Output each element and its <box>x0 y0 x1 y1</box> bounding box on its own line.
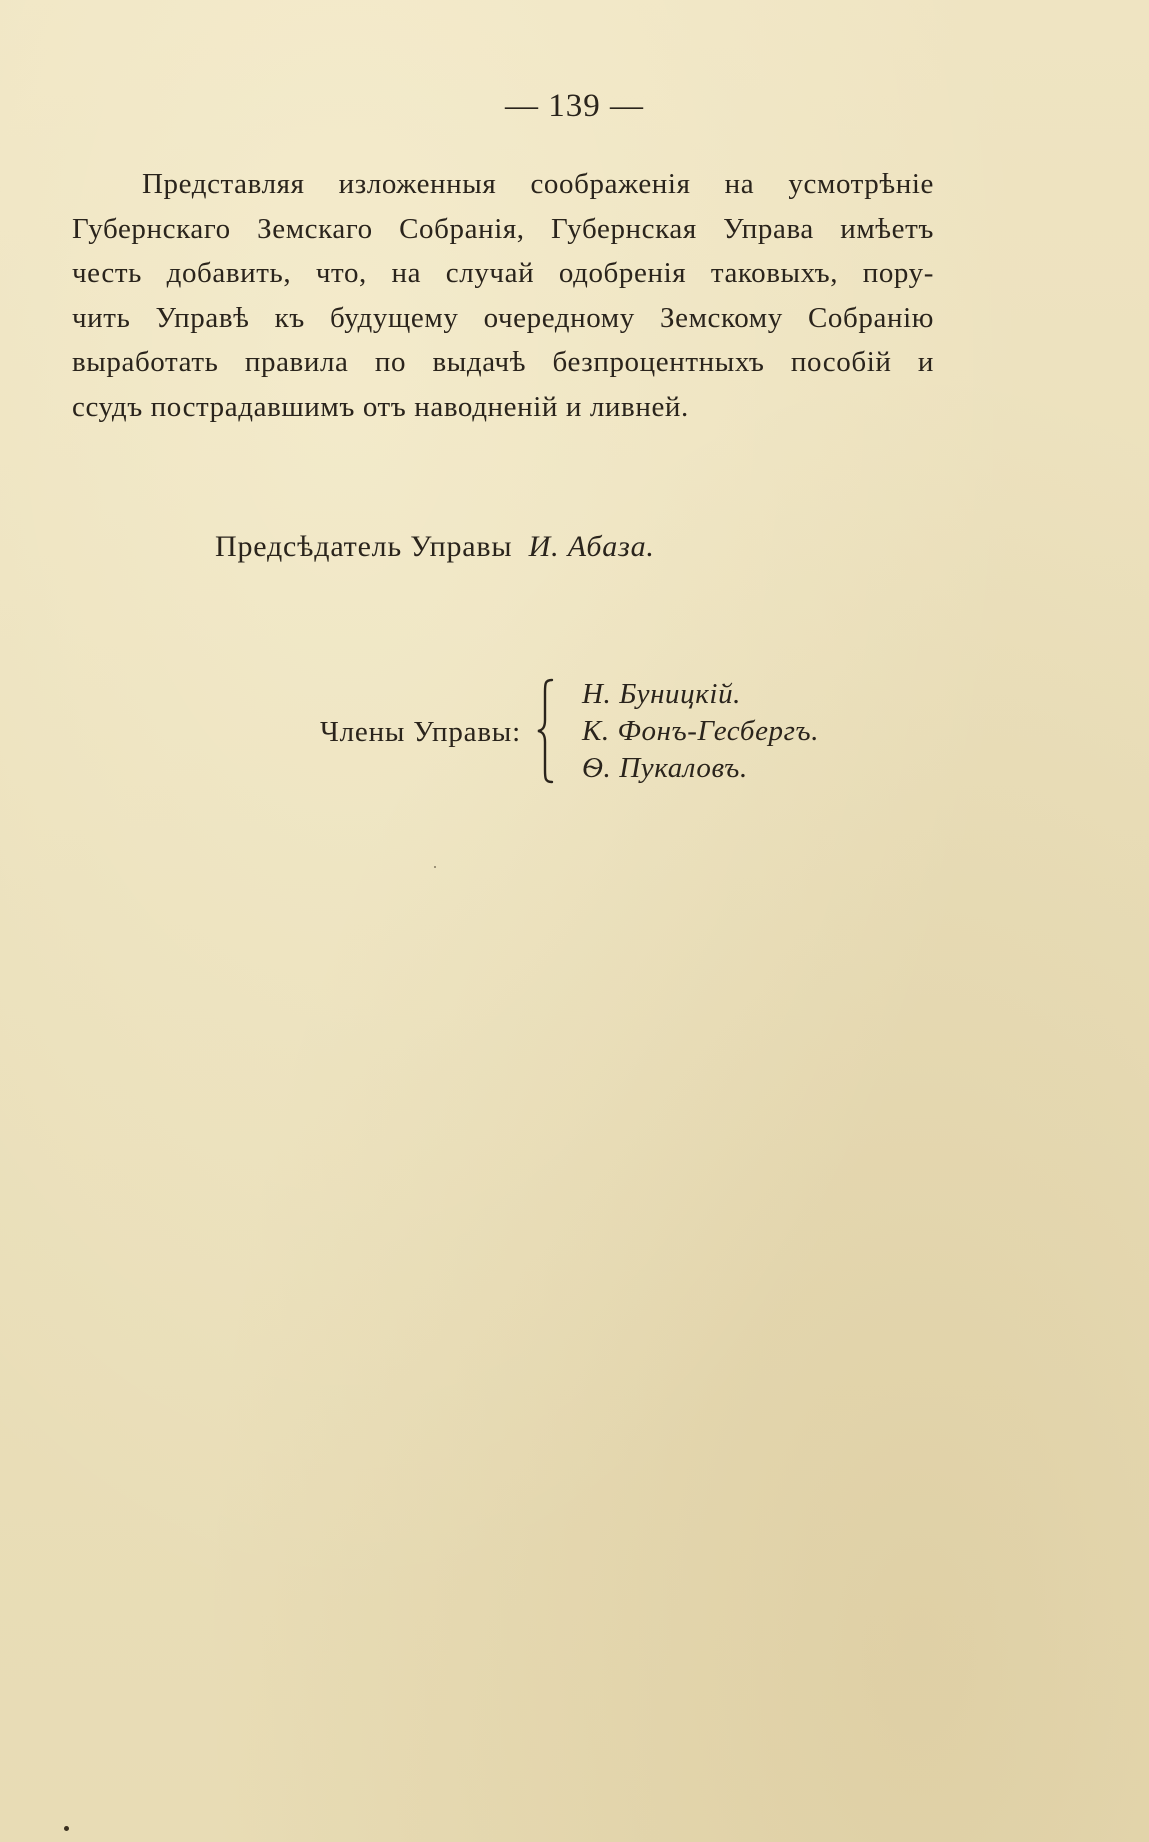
paragraph-line-4: чить Управѣ къ будущему очередному Земскому Собранію <box>72 301 934 334</box>
member-name-1: Н. Буницкій. <box>582 678 742 710</box>
curly-brace-icon <box>536 678 558 784</box>
ink-speck <box>434 866 436 868</box>
members-list <box>582 676 819 787</box>
ink-speck <box>64 1826 69 1831</box>
paragraph-line-3: честь добавить, что, на случай одобренія таковыхъ, пору- <box>72 257 934 290</box>
body-paragraph <box>72 162 934 430</box>
chairman-label: Предсѣдатель Управы <box>215 530 513 563</box>
members-label: Члены Управы: <box>320 716 521 748</box>
paragraph-line-5: выработать правила по выдачѣ безпроцентныхъ пособій и <box>72 346 934 379</box>
member-name-2: К. Фонъ-Гесбергъ. <box>582 715 820 747</box>
paragraph-line-1: Представляя изложенныя соображенія на усмотрѣніе <box>142 168 934 200</box>
member-name-3: Ѳ. Пукаловъ. <box>582 752 748 784</box>
page-number: — 139 — <box>505 88 644 124</box>
paragraph-line-6: ссудъ пострадавшимъ отъ наводненій и ливней. <box>72 390 689 423</box>
paragraph-line-2: Губернскаго Земскаго Собранія, Губернская Управа имѣетъ <box>72 212 934 245</box>
chairman-signature <box>215 530 655 564</box>
chairman-name: И. Абаза. <box>528 530 655 563</box>
